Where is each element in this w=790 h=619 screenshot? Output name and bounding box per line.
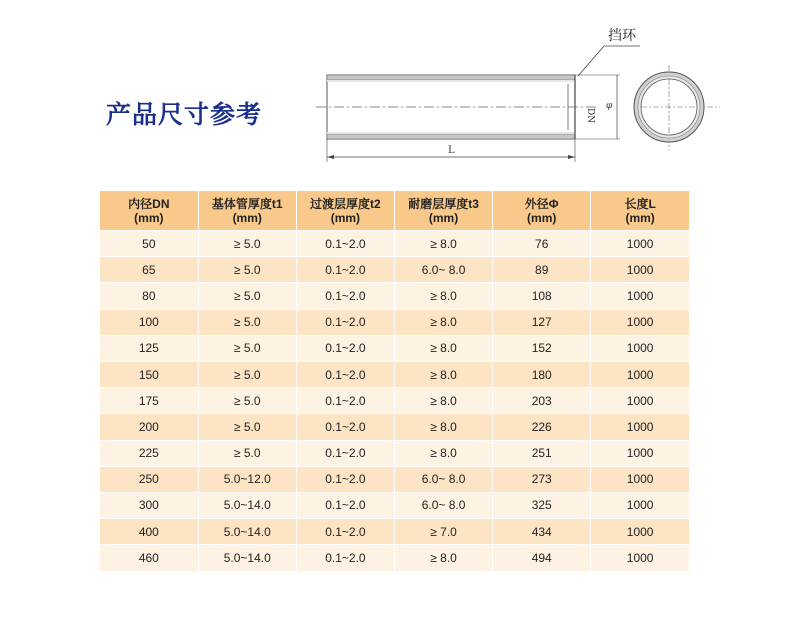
header-t2	[296, 191, 394, 231]
table-cell: ≥ 8.0	[394, 361, 492, 387]
table-cell: ≥ 5.0	[198, 309, 296, 335]
table-cell: 434	[493, 519, 591, 545]
table-cell: ≥ 5.0	[198, 388, 296, 414]
header-length	[591, 191, 689, 231]
size-table-container	[100, 191, 689, 571]
table-cell: 0.1~2.0	[296, 440, 394, 466]
table-cell: 80	[100, 283, 198, 309]
table-cell: 1000	[591, 388, 689, 414]
header-outer-diameter	[493, 191, 591, 231]
table-cell: ≥ 5.0	[198, 440, 296, 466]
table-cell: 0.1~2.0	[296, 414, 394, 440]
table-cell: 1000	[591, 335, 689, 361]
table-cell: 1000	[591, 545, 689, 571]
table-cell: 108	[493, 283, 591, 309]
table-cell: 0.1~2.0	[296, 335, 394, 361]
header-unit: (mm)	[232, 211, 262, 225]
table-cell: 1000	[591, 361, 689, 387]
table-row	[100, 414, 689, 440]
table-cell: ≥ 8.0	[394, 545, 492, 571]
table-cell: ≥ 5.0	[198, 414, 296, 440]
table-row	[100, 283, 689, 309]
pipe-drawing	[0, 0, 790, 190]
header-unit: (mm)	[134, 211, 164, 225]
table-cell: 200	[100, 414, 198, 440]
ring-label: 挡环	[608, 28, 636, 44]
table-cell: 494	[493, 545, 591, 571]
table-row	[100, 466, 689, 492]
table-cell: 1000	[591, 519, 689, 545]
phi-label: φ	[606, 101, 613, 111]
header-label: 过渡层厚度t2	[310, 197, 381, 211]
table-cell: ≥ 5.0	[198, 361, 296, 387]
table-header-row	[100, 191, 689, 231]
header-unit: (mm)	[625, 211, 655, 225]
table-cell: 5.0~14.0	[198, 492, 296, 518]
table-cell: ≥ 8.0	[394, 283, 492, 309]
table-cell: ≥ 8.0	[394, 414, 492, 440]
table-cell: 1000	[591, 492, 689, 518]
table-row	[100, 519, 689, 545]
table-cell: ≥ 8.0	[394, 309, 492, 335]
table-cell: 203	[493, 388, 591, 414]
table-cell: 300	[100, 492, 198, 518]
header-unit: (mm)	[330, 211, 361, 225]
table-row	[100, 335, 689, 361]
table-cell: 1000	[591, 231, 689, 257]
table-cell: 1000	[591, 466, 689, 492]
table-cell: 6.0~ 8.0	[394, 492, 492, 518]
table-cell: 460	[100, 545, 198, 571]
pipe-top-inner-layer	[327, 80, 575, 82]
table-cell: 1000	[591, 309, 689, 335]
table-cell: 100	[100, 309, 198, 335]
table-cell: 1000	[591, 414, 689, 440]
header-t3	[394, 191, 492, 231]
table-cell: 76	[493, 231, 591, 257]
pipe-bottom-layer	[327, 134, 575, 139]
table-cell: 0.1~2.0	[296, 361, 394, 387]
table-cell: 152	[493, 335, 591, 361]
table-cell: 251	[493, 440, 591, 466]
table-row	[100, 440, 689, 466]
header-t1	[198, 191, 296, 231]
l-arrow-left	[327, 155, 334, 159]
header-label: 外径Φ	[524, 197, 559, 211]
header-label: 基体管厚度t1	[211, 197, 283, 211]
l-label: L	[448, 145, 455, 156]
table-cell: 0.1~2.0	[296, 257, 394, 283]
table-cell: 1000	[591, 283, 689, 309]
table-cell: ≥ 5.0	[198, 335, 296, 361]
table-cell: 0.1~2.0	[296, 466, 394, 492]
header-unit: (mm)	[527, 211, 557, 225]
table-cell: 226	[493, 414, 591, 440]
table-cell: 0.1~2.0	[296, 519, 394, 545]
table-cell: 6.0~ 8.0	[394, 466, 492, 492]
table-cell: ≥ 8.0	[394, 388, 492, 414]
table-cell: 273	[493, 466, 591, 492]
table-cell: 5.0~14.0	[198, 519, 296, 545]
table-cell: 6.0~ 8.0	[394, 257, 492, 283]
table-cell: 0.1~2.0	[296, 492, 394, 518]
table-cell: 0.1~2.0	[296, 545, 394, 571]
table-body	[100, 231, 689, 571]
table-cell: 0.1~2.0	[296, 231, 394, 257]
pipe-side-view	[316, 46, 640, 162]
page-title: 产品尺寸参考	[106, 100, 263, 129]
table-cell: 175	[100, 388, 198, 414]
pipe-diagram	[0, 0, 790, 190]
table-row	[100, 492, 689, 518]
table-cell: 150	[100, 361, 198, 387]
header-label: 耐磨层厚度t3	[408, 197, 479, 211]
table-cell: 180	[493, 361, 591, 387]
table-cell: ≥ 7.0	[394, 519, 492, 545]
table-row	[100, 361, 689, 387]
l-arrow-right	[568, 155, 575, 159]
header-label: 长度L	[624, 197, 656, 211]
table-cell: ≥ 8.0	[394, 231, 492, 257]
pipe-top-layer	[327, 75, 575, 80]
table-cell: 65	[100, 257, 198, 283]
table-cell: 1000	[591, 257, 689, 283]
table-cell: 50	[100, 231, 198, 257]
table-row	[100, 231, 689, 257]
table-cell: ≥ 5.0	[198, 257, 296, 283]
ring-leader-line	[578, 46, 604, 76]
table-cell: ≥ 8.0	[394, 440, 492, 466]
table-cell: 125	[100, 335, 198, 361]
table-cell: 0.1~2.0	[296, 309, 394, 335]
header-unit: (mm)	[428, 211, 459, 225]
dn-label: DN	[585, 108, 595, 124]
pipe-bottom-inner-layer	[327, 132, 575, 134]
table-cell: 225	[100, 440, 198, 466]
table-row	[100, 388, 689, 414]
pipe-end-view	[634, 65, 720, 150]
size-table	[100, 191, 689, 571]
table-cell: 5.0~12.0	[198, 466, 296, 492]
table-cell: ≥ 8.0	[394, 335, 492, 361]
table-cell: 5.0~14.0	[198, 545, 296, 571]
header-label: 内径DN	[128, 197, 170, 211]
table-cell: 0.1~2.0	[296, 283, 394, 309]
table-row	[100, 309, 689, 335]
table-cell: 325	[493, 492, 591, 518]
header-dn	[100, 191, 198, 231]
table-cell: 127	[493, 309, 591, 335]
table-row	[100, 257, 689, 283]
table-cell: ≥ 5.0	[198, 283, 296, 309]
table-cell: 1000	[591, 440, 689, 466]
table-cell: ≥ 5.0	[198, 231, 296, 257]
table-cell: 0.1~2.0	[296, 388, 394, 414]
table-cell: 400	[100, 519, 198, 545]
table-cell: 89	[493, 257, 591, 283]
table-cell: 250	[100, 466, 198, 492]
table-row	[100, 545, 689, 571]
